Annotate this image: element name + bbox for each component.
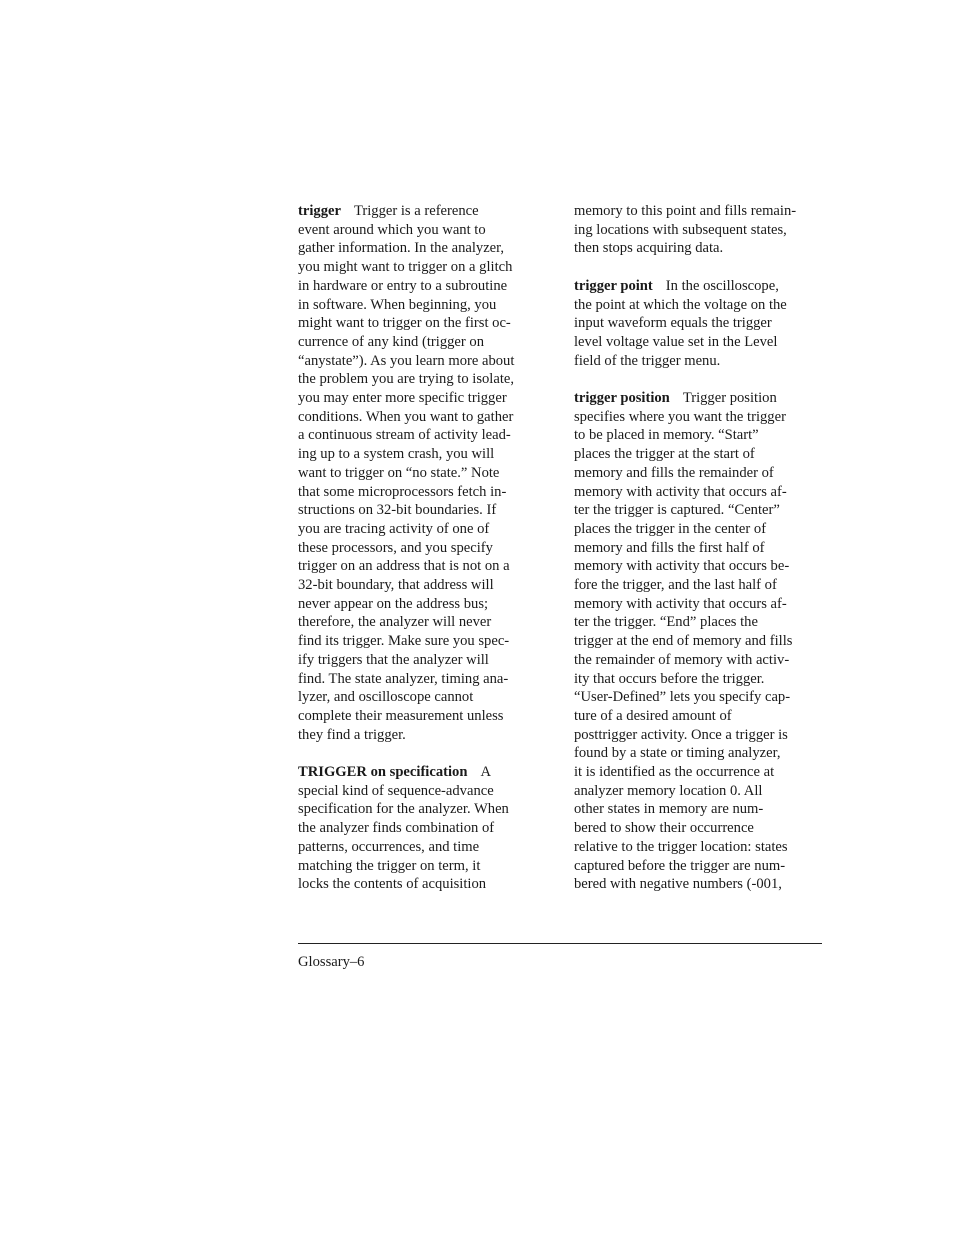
text-line: the analyzer finds combination of: [298, 820, 495, 837]
right-column: [574, 202, 830, 894]
text-line: bered with negative numbers (-001,: [574, 876, 782, 893]
text-line: ter the trigger. “End” places the: [574, 614, 758, 631]
text-line: “User-Defined” lets you specify cap-: [574, 689, 791, 706]
text-line: event around which you want to: [298, 221, 486, 238]
page-number: Glossary–6: [298, 954, 365, 970]
text-line: memory with activity that occurs af-: [574, 483, 787, 500]
text-line: ture of a desired amount of: [574, 707, 732, 724]
definition-lines: [298, 782, 550, 894]
text-line: you may enter more specific trigger: [298, 390, 507, 407]
text-line: field of the trigger menu.: [574, 352, 721, 369]
text-line: you might want to trigger on a glitch: [298, 259, 513, 276]
text-line: therefore, the analyzer will never: [298, 614, 492, 631]
text-line: want to trigger on “no state.” Note: [298, 464, 500, 481]
text-line: complete their measurement unless: [298, 707, 504, 724]
text-line: ing up to a system crash, you will: [298, 446, 495, 463]
glossary-entry-trigger-on-specification: [298, 763, 550, 894]
text-line: trigger at the end of memory and fills: [574, 633, 793, 650]
text-line: memory with activity that occurs be-: [574, 558, 790, 575]
text-line: ter the trigger is captured. “Center”: [574, 502, 780, 519]
text-line: ify triggers that the analyzer will: [298, 651, 489, 668]
text-line: relative to the trigger location: states: [574, 838, 788, 855]
left-column: [298, 202, 550, 894]
definition-lines: [574, 202, 830, 258]
text-line: memory with activity that occurs af-: [574, 595, 787, 612]
text-line: in software. When beginning, you: [298, 296, 497, 313]
text-line: patterns, occurrences, and time: [298, 838, 480, 855]
entry-first-line: [574, 389, 830, 408]
glossary-term: trigger position: [574, 390, 670, 406]
entry-spacer: [298, 744, 550, 763]
text-line: structions on 32-bit boundaries. If: [298, 502, 497, 519]
glossary-entry-trigger: [298, 202, 550, 744]
entry-first-line: [298, 763, 550, 782]
text-line: might want to trigger on the first oc-: [298, 315, 511, 332]
text-line: that some microprocessors fetch in-: [298, 483, 507, 500]
text-line: special kind of sequence-advance: [298, 782, 494, 799]
definition-text: In the oscilloscope,: [665, 277, 779, 294]
text-line: ity that occurs before the trigger.: [574, 670, 765, 687]
footer-rule: [298, 943, 822, 944]
text-line: trigger on an address that is not on a: [298, 558, 510, 575]
glossary-entry-trigger-point: [574, 277, 830, 371]
glossary-entry-trigger-position: [574, 389, 830, 894]
text-line: level voltage value set in the Level: [574, 333, 778, 350]
definition-text: Trigger position: [682, 390, 777, 406]
definition-text: Trigger is a reference: [353, 203, 479, 219]
text-line: locks the contents of acquisition: [298, 876, 487, 893]
text-line: to be placed in memory. “Start”: [574, 427, 759, 444]
entry-first-line: [574, 277, 830, 296]
text-line: find. The state analyzer, timing ana-: [298, 670, 509, 687]
text-line: the remainder of memory with activ-: [574, 651, 790, 668]
text-line: other states in memory are num-: [574, 801, 764, 818]
text-line: captured before the trigger are num-: [574, 857, 786, 874]
text-line: they find a trigger.: [298, 726, 406, 743]
text-line: specifies where you want the trigger: [574, 408, 786, 425]
text-line: places the trigger in the center of: [574, 520, 767, 537]
text-line: then stops acquiring data.: [574, 240, 724, 257]
text-line: memory and fills the first half of: [574, 539, 765, 556]
text-line: currence of any kind (trigger on: [298, 333, 484, 350]
text-line: in hardware or entry to a subroutine: [298, 277, 508, 294]
text-line: 32-bit boundary, that address will: [298, 577, 494, 594]
text-line: you are tracing activity of one of: [298, 520, 490, 537]
text-line: “anystate”). As you learn more about: [298, 352, 515, 369]
text-line: memory to this point and fills remain-: [574, 203, 797, 219]
text-line: input waveform equals the trigger: [574, 315, 772, 332]
continued-definition: [574, 202, 830, 258]
text-line: memory and fills the remainder of: [574, 464, 774, 481]
text-line: a continuous stream of activity lead-: [298, 427, 511, 444]
entry-spacer: [574, 370, 830, 389]
definition-lines: [574, 296, 830, 371]
glossary-term: trigger point: [574, 277, 653, 294]
text-line: gather information. In the analyzer,: [298, 240, 505, 257]
text-line: find its trigger. Make sure you spec-: [298, 633, 510, 650]
text-line: ing locations with subsequent states,: [574, 221, 787, 238]
text-line: matching the trigger on term, it: [298, 857, 481, 874]
text-line: the point at which the voltage on the: [574, 296, 787, 313]
text-line: specification for the analyzer. When: [298, 801, 509, 818]
text-line: analyzer memory location 0. All: [574, 782, 763, 799]
glossary-term: TRIGGER on specification: [298, 764, 468, 781]
text-line: it is identified as the occurrence at: [574, 764, 775, 781]
text-line: these processors, and you specify: [298, 539, 493, 556]
text-line: the problem you are trying to isolate,: [298, 371, 515, 388]
text-line: conditions. When you want to gather: [298, 408, 514, 425]
text-line: never appear on the address bus;: [298, 595, 489, 612]
text-line: bered to show their occurrence: [574, 820, 754, 837]
text-line: found by a state or timing analyzer,: [574, 745, 781, 762]
definition-lines: [574, 408, 830, 894]
text-line: posttrigger activity. Once a trigger is: [574, 726, 788, 743]
glossary-term: trigger: [298, 203, 341, 219]
entry-first-line: [298, 202, 550, 221]
text-line: fore the trigger, and the last half of: [574, 577, 777, 594]
definition-lines: [298, 221, 550, 745]
entry-spacer: [574, 258, 830, 277]
text-line: lyzer, and oscilloscope cannot: [298, 689, 474, 706]
text-line: places the trigger at the start of: [574, 446, 755, 463]
definition-text: A: [480, 764, 492, 781]
